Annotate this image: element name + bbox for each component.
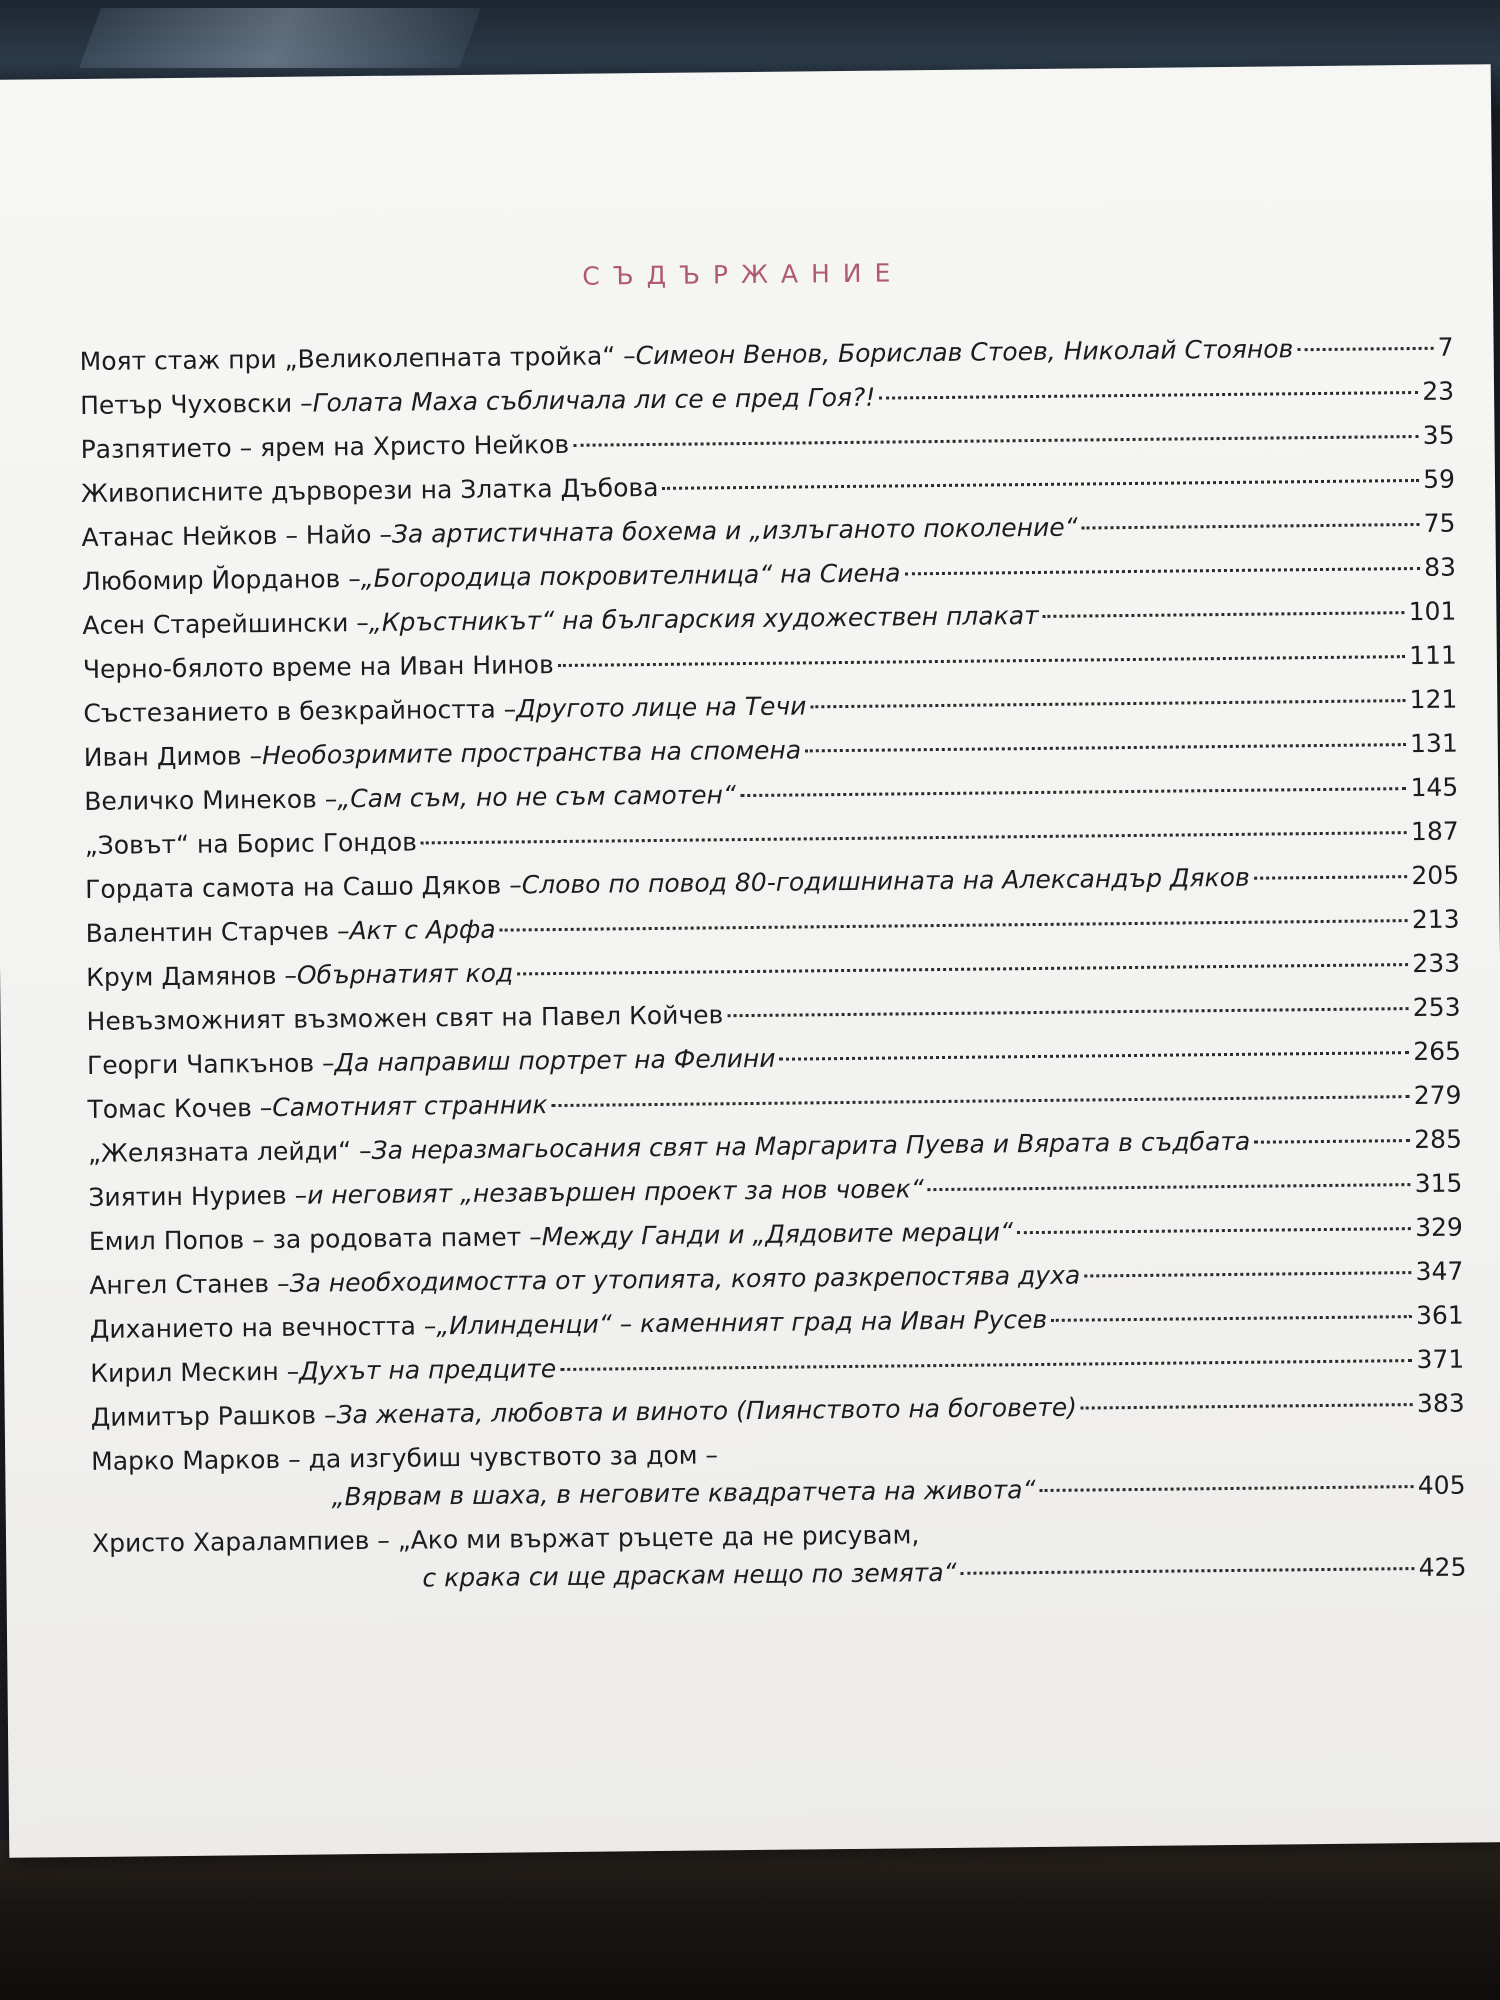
entry-first-line: Христо Харалампиев – „Ако ми вържат ръцете да не рисувам, (91, 1520, 920, 1558)
entry-page-number: 23 (1422, 376, 1455, 406)
dot-leader (810, 699, 1405, 708)
dot-leader (1017, 1227, 1411, 1234)
entry-author: Крум Дамянов – (85, 960, 298, 992)
entry-author: Томас Кочев – (87, 1093, 273, 1124)
dot-leader (779, 1051, 1409, 1061)
entry-author: Ангел Станев – (89, 1268, 290, 1300)
dot-leader (500, 919, 1408, 932)
entry-author: Гордата самота на Сашо Дяков – (85, 870, 522, 904)
entry-author: Зиятин Нуриев – (88, 1180, 308, 1212)
entry-page-number: 233 (1412, 948, 1461, 979)
entry-title: Симеон Венов, Борислав Стоев, Николай Стоянов (635, 334, 1294, 371)
entry-author: Невъзможният възможен свят на Павел Койчев (86, 1000, 724, 1036)
dot-leader (1081, 1403, 1413, 1409)
page-heading: СЪДЪРЖАНИЕ (582, 258, 904, 291)
entry-page-number: 145 (1410, 772, 1459, 803)
entry-title: Другото лице на Течи (515, 691, 807, 724)
dot-leader (1043, 611, 1405, 618)
entry-author: Разпятието – ярем на Христо Нейков (80, 429, 570, 464)
entry-author: „Желязната лейди“ – (87, 1135, 372, 1168)
entry-page-number: 285 (1414, 1124, 1463, 1155)
entry-title: За необходимостта от утопията, която разкрепостява духа (289, 1260, 1081, 1298)
entry-title: Самотният странник (272, 1090, 548, 1123)
dot-leader (1254, 1139, 1410, 1144)
entry-author: Кирил Мескин – (90, 1356, 300, 1388)
dot-leader (1254, 875, 1408, 880)
entry-author: Моят стаж при „Великолепната тройка“ – (79, 341, 636, 376)
entry-author: Иван Димов – (83, 741, 263, 772)
entry-page-number: 187 (1410, 816, 1459, 847)
dot-leader (558, 655, 1405, 667)
entry-author: Живописните дърворези на Златка Дъбова (80, 472, 659, 508)
entry-title: „Сам съм, но не съм самотен“ (337, 780, 737, 814)
entry-author: Георги Чапкънов – (86, 1048, 335, 1080)
entry-page-number: 347 (1415, 1256, 1464, 1287)
entry-title: Обърнатият код (296, 958, 514, 990)
entry-title: „Кръстникът“ на българския художествен плакат (368, 600, 1039, 637)
entry-page-number: 121 (1409, 684, 1458, 715)
entry-title: „Вярвам в шаха, в неговите квадратчета на живота“ (331, 1475, 1036, 1512)
entry-page-number: 405 (1417, 1470, 1466, 1501)
entry-first-line: Марко Марков – да изгубиш чувството за дом – (91, 1440, 719, 1476)
dot-leader (1051, 1315, 1412, 1322)
entry-title: За артистичната бохема и „излъганото поколение“ (391, 512, 1078, 549)
dot-leader (905, 567, 1421, 575)
entry-title: „Илинденци“ – каменният град на Иван Русев (436, 1304, 1048, 1341)
entry-author: „Зовът“ на Борис Гондов (84, 827, 418, 860)
entry-page-number: 265 (1413, 1036, 1462, 1067)
entry-author: Диханието на вечността – (89, 1311, 437, 1344)
entry-author: Черно-бялото време на Иван Нинов (82, 650, 554, 684)
dot-leader (551, 1095, 1409, 1107)
entry-author: Емил Попов – за родовата памет – (88, 1222, 542, 1256)
entry-title: За жената, любовта и виното (Пиянството на боговете) (336, 1392, 1078, 1430)
entry-author: Димитър Рашков – (90, 1400, 337, 1432)
entry-page-number: 83 (1423, 552, 1457, 582)
entry-page-number: 279 (1413, 1080, 1462, 1111)
entry-page-number: 383 (1416, 1388, 1465, 1419)
entry-page-number: 425 (1418, 1552, 1467, 1583)
dot-leader (573, 435, 1419, 447)
dot-leader (662, 479, 1419, 490)
entry-page-number: 361 (1415, 1300, 1464, 1331)
book-page (0, 64, 1500, 1858)
entry-author: Величко Минеков – (84, 784, 338, 816)
dot-leader (1039, 1485, 1413, 1492)
entry-author: Асен Старейшински – (82, 607, 369, 640)
dot-leader (879, 391, 1418, 400)
toc-entry-multiline[interactable] (91, 1433, 1466, 1529)
entry-page-number: 7 (1437, 332, 1454, 362)
entry-author: Петър Чуховски – (79, 388, 313, 420)
entry-author: Валентин Старчев – (85, 916, 350, 948)
dot-leader (805, 743, 1406, 752)
entry-title: Да направиш портрет на Фелини (334, 1043, 776, 1078)
dot-leader (727, 1007, 1409, 1017)
entry-page-number: 101 (1408, 596, 1457, 627)
entry-page-number: 75 (1423, 508, 1456, 538)
entry-title: с крака си ще драскам нещо по земята“ (422, 1557, 957, 1593)
entry-page-number: 59 (1423, 464, 1456, 494)
dot-leader (961, 1567, 1415, 1575)
entry-page-number: 111 (1408, 640, 1457, 671)
entry-author: Състезанието в безкрайността – (83, 694, 517, 728)
entry-page-number: 329 (1414, 1212, 1463, 1243)
dot-leader (1082, 523, 1420, 530)
toc-entry-multiline[interactable] (92, 1515, 1467, 1611)
dot-leader (928, 1183, 1411, 1191)
dot-leader (1084, 1271, 1411, 1277)
entry-page-number: 205 (1411, 860, 1460, 891)
entry-page-number: 131 (1409, 728, 1458, 759)
entry-title: Слово по повод 80-годишнината на Александър Дяков (521, 862, 1250, 900)
entry-title: Голата Маха събличала ли се е пред Гоя?! (312, 382, 876, 418)
dot-leader (517, 963, 1408, 975)
entry-page-number: 35 (1422, 420, 1455, 450)
table-of-contents (80, 333, 1467, 1611)
entry-title: За неразмагьосания свят на Маргарита Пуева и Вярата в съдбата (371, 1126, 1251, 1165)
dot-leader (560, 1359, 1412, 1371)
entry-title: Между Ганди и „Дядовите мераци“ (541, 1217, 1014, 1252)
dot-leader (421, 831, 1407, 844)
entry-title: и неговият „незавършен проект за нов човек“ (306, 1174, 924, 1210)
entry-page-number: 253 (1412, 992, 1461, 1023)
entry-page-number: 371 (1416, 1344, 1465, 1375)
background-table-surface (0, 1840, 1500, 2000)
dot-leader (1297, 347, 1433, 351)
entry-page-number: 213 (1411, 904, 1460, 935)
dot-leader (740, 787, 1407, 797)
entry-title: Духът на предците (298, 1354, 557, 1386)
entry-title: Необозримите пространства на спомена (261, 735, 802, 771)
entry-author: Любомир Йорданов – (81, 564, 361, 596)
entry-author: Атанас Нейков – Найо – (81, 519, 393, 552)
entry-page-number: 315 (1414, 1168, 1463, 1199)
entry-title: Акт с Арфа (349, 914, 496, 946)
entry-title: „Богородица покровителница“ на Сиена (360, 558, 901, 594)
